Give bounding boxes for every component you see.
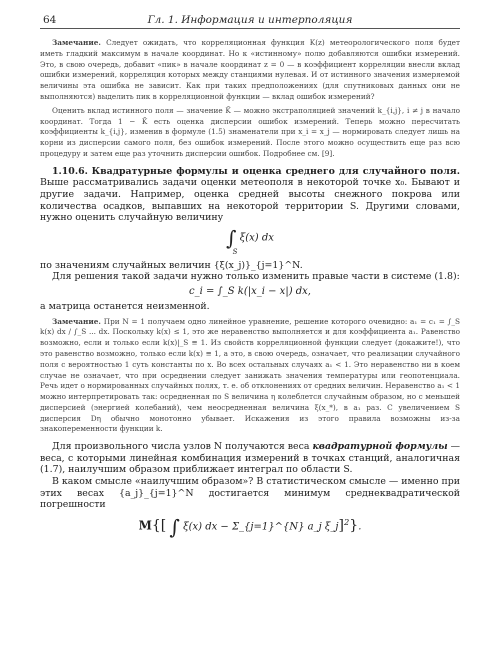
running-header [40, 14, 460, 29]
section-text: Выше рассматривались задачи оценки метеополя в некоторой точке x₀. Бывают и другие задачи. Например, оценка средней высоты снежного покрова или количества осадков, выпавших на некоторой территории S. Другими словами, нужно оценить случайную величину [40, 177, 460, 224]
section-title: Квадратурные формулы и оценка среднего для случайного поля. [91, 165, 460, 177]
formula-final-power: 2 [343, 517, 350, 528]
weights-before: Для произвольного числа узлов N получаются веса [52, 441, 313, 453]
remark-2 [40, 317, 460, 436]
formula-final-integral-sign: ∫ [169, 514, 180, 539]
formula-final: M{[ ∫ ξ(x) dx − Σ_{j=1}^{N} a_j ξ_j]$^2$}. [138, 514, 362, 539]
section-1-10-6 [40, 166, 460, 224]
formula-ci: c_i = ∫_S k(|x_i − x|) dx, [189, 285, 311, 297]
paragraph-weights [40, 441, 460, 476]
paragraph-solve: Для решения такой задачи нужно только изменить правые части в системе (1.8): [52, 271, 460, 283]
paragraph-by-values: по значениям случайных величин {ξ(x_j)}_{j=1}^N. [40, 259, 303, 271]
integral-sign: ∫ [226, 225, 237, 250]
paragraph-matrix: а матрица останется неизменной. [40, 300, 210, 312]
formula-integral-domain: S [232, 247, 238, 256]
remark-1-text: Следует ожидать, что корреляционная функция K(z) метеорологического поля будет иметь гладкий максимум в начале координат. Но к «истинному» полю добавляются ошибки измерений. Это, в свою очередь, добавит «пик» в начале координат z = 0 — в коэффициент корреляции внесли вклад ошибки измерений, корреляция которых между станциями нулевая. И от истинного значения измеряемой величины эта ошибка не зависит. Как при таких предположениях (для спутниковых данных они не выполняются) выделить пик в корреляционной функции — вклад ошибок измерений? [40, 38, 460, 101]
formula-final-body: ξ(x) dx − Σ_{j=1}^{N} a_j ξ_j [183, 521, 339, 533]
weights-after: — веса, с которыми линейная комбинация измерений в точках станций, аналогичная (1.7), наилучшим образом приближает интеграл по области S. [40, 441, 460, 476]
formula-final-brace: } [349, 517, 359, 534]
remark-1 [40, 38, 460, 103]
weights-term: квадратурной формулы [312, 441, 448, 453]
formula-final-m: M [138, 518, 152, 533]
formula-integral [40, 225, 460, 256]
remark-2-text: При N = 1 получаем одно линейное уравнение, решение которого очевидно: a₁ = c₁ = ∫_S k(x) dx / ∫_S ... dx. Поскольку k(x) ≤ 1, это же неравенство выполняется и для коэффициента a₁. Равенство возможно, если и только если k(x)|_S ≡ 1. Из свойств корреляционной функции следует (докажите!), что это равенство возможно, только если k(x) ≡ 1, а это, в свою очередь, означает, что реализации случайного поля с вероятностью 1 суть константы по x. Во всех остальных случаях a₁ < 1. Это неравенство ни в коем случае не означает, что при осреднении следует занижать значения температуры или геопотенциала. Речь идет о нормированных случайных полях, т. е. об отклонениях от средних величин. Неравенство a₁ < 1 можно интерпретировать так: осредненная по S величина η колеблется случайным образом, но с меньшей дисперсией (энергией колебаний), чем неосредненная величина ξ(x_*), в a₁ раз. С увеличением S дисперсия Dη обычно монотонно убывает. Искажения из этого правила возможны из-за знакопеременности функции k. [40, 316, 460, 434]
formula-integral-body: ξ(x) dx [239, 232, 274, 244]
formula-final-close: ] [338, 517, 344, 534]
formula-final-open: {[ [151, 517, 167, 534]
remark-2-label: Замечание. [52, 316, 101, 326]
paragraph-estimate: Оценить вклад истинного поля — значение K̄ — можно экстраполяцией значений k_{i,j}, i ≠ j в начало координат. Тогда 1 − K̄ есть оценка дисперсии ошибок измерений. Теперь можно пересчитать коэффициенты k_{i,j}, изменив в формуле (1.5) знаменатели при x_i = x_j — нормировать следует лишь на корни из дисперсии самого поля, без ошибок измерений. После этого можно осуществить еще раз всю процедуру и затем еще раз уточнить дисперсии ошибок. Подробнее см. [9]. [40, 105, 460, 158]
paragraph-best: В каком смысле «наилучшим образом»? В статистическом смысле — именно при этих весах {a_j}_{j=1}^N достигается минимум среднеквадратической погрешности [40, 476, 460, 511]
remark-1-label: Замечание. [52, 38, 101, 47]
page-number: 64 [43, 14, 57, 26]
running-title: Гл. 1. Информация и интерполяция [147, 14, 353, 26]
section-number: 1.10.6. [52, 165, 88, 177]
page-body [40, 38, 460, 537]
